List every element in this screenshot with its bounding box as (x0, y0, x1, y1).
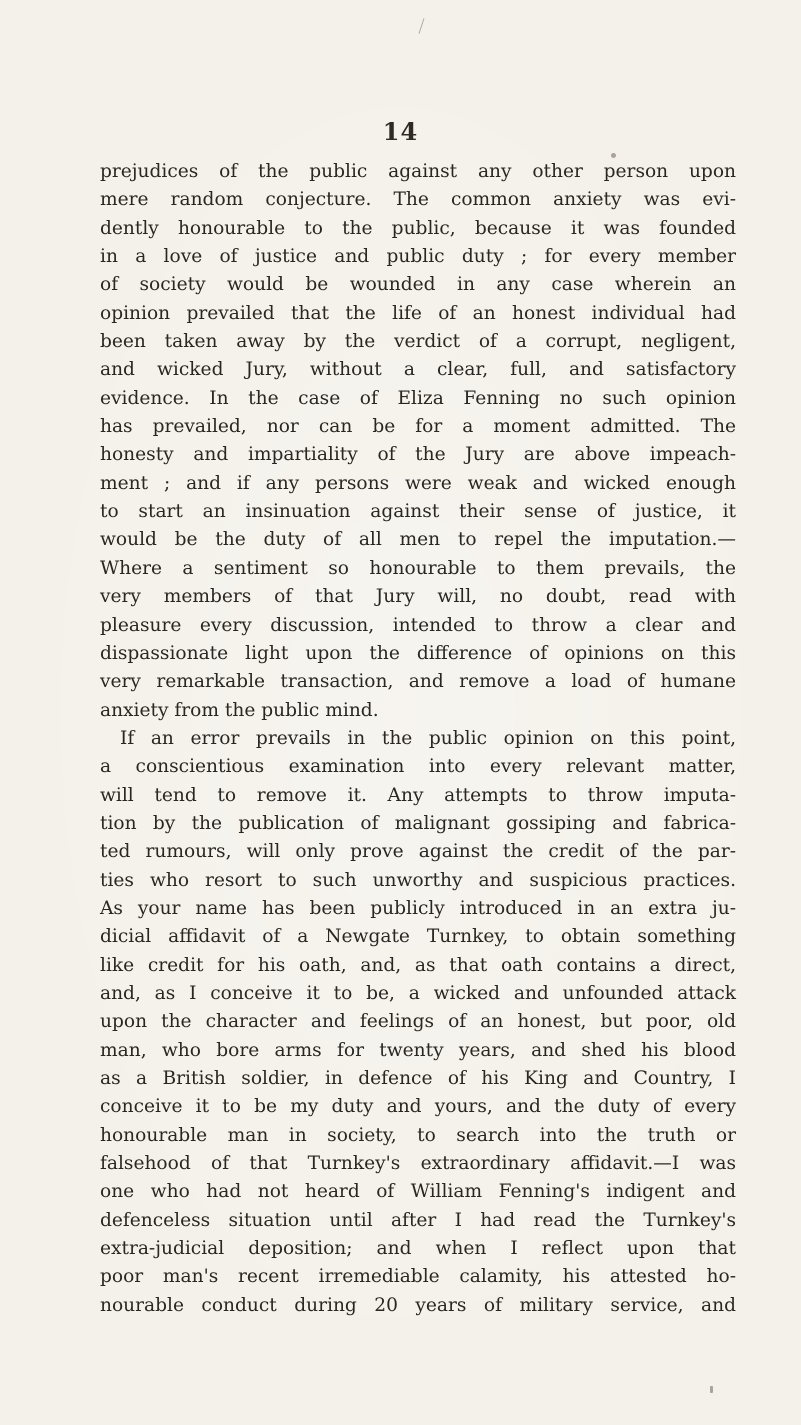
text-line: evidence. In the case of Eliza Fenning no such opinion (100, 387, 736, 409)
text-line: upon the character and feelings of an honest, but poor, old (100, 1011, 736, 1033)
page-number: 14 (382, 117, 419, 146)
text-line: honesty and impartiality of the Jury are above impeach- (100, 444, 736, 466)
body-text (100, 158, 736, 1320)
text-line: prejudices of the public against any other person upon (100, 161, 736, 182)
text-line: would be the duty of all men to repel the imputation.— (100, 529, 736, 551)
text-line: will tend to remove it. Any attempts to throw imputa- (100, 784, 736, 806)
text-line: As your name has been publicly introduced in an extra ju- (100, 897, 736, 919)
text-line: defenceless situation until after I had read the Turnkey's (100, 1209, 736, 1231)
text-line: as a British soldier, in defence of his King and Country, I (100, 1068, 736, 1089)
text-line: a conscientious examination into every relevant matter, (100, 756, 736, 778)
text-line: ted rumours, will only prove against the credit of the par- (100, 841, 736, 863)
text-line: Where a sentiment so honourable to them prevails, the (100, 557, 736, 579)
text-line: dispassionate light upon the difference of opinions on this (100, 642, 736, 664)
text-line: one who had not heard of William Fenning's indigent and (100, 1181, 736, 1203)
text-line: honourable man in society, to search into the truth or (100, 1124, 736, 1146)
text-line: poor man's recent irremediable calamity, his attested ho- (100, 1266, 736, 1288)
text-line: pleasure every discussion, intended to throw a clear and (100, 614, 736, 636)
text-line: been taken away by the verdict of a corrupt, negligent, (100, 331, 736, 353)
text-line: opinion prevailed that the life of an honest individual had (100, 302, 736, 324)
text-line: dicial affidavit of a Newgate Turnkey, to obtain something (100, 926, 736, 948)
paragraph-end-line: anxiety from the public mind. (100, 699, 379, 721)
text-line: very remarkable transaction, and remove a load of humane (100, 671, 736, 693)
text-line: ment ; and if any persons were weak and wicked enough (100, 472, 736, 494)
text-line: of society would be wounded in any case wherein an (100, 274, 736, 296)
text-line: ties who resort to such unworthy and suspicious practices. (100, 869, 736, 891)
text-line: and, as I conceive it to be, a wicked and unfounded attack (100, 982, 736, 1004)
text-line: to start an insinuation against their sense of justice, it (100, 501, 736, 523)
text-line: extra-judicial deposition; and when I reflect upon that (100, 1238, 736, 1260)
text-line: dently honourable to the public, because it was founded (100, 217, 736, 239)
text-line: conceive it to be my duty and yours, and the duty of every (100, 1096, 736, 1118)
text-line: mere random conjecture. The common anxiety was evi- (100, 189, 736, 211)
stray-ink-stroke (419, 18, 425, 34)
text-line: tion by the publication of malignant gossiping and fabrica- (100, 812, 736, 834)
text-line: and wicked Jury, without a clear, full, and satisfactory (100, 359, 736, 381)
text-line: has prevailed, nor can be for a moment admitted. The (100, 416, 736, 438)
text-line: very members of that Jury will, no doubt, read with (100, 586, 736, 608)
paragraph-start-line: If an error prevails in the public opinion on this point, (120, 727, 736, 749)
text-line: like credit for his oath, and, as that oath contains a direct, (100, 954, 736, 976)
text-line: nourable conduct during 20 years of military service, and (100, 1294, 736, 1316)
text-line: falsehood of that Turnkey's extraordinary affidavit.—I was (100, 1153, 736, 1175)
text-line: man, who bore arms for twenty years, and shed his blood (100, 1039, 736, 1061)
text-line: in a love of justice and public duty ; for every member (100, 246, 736, 268)
ink-speck (710, 1386, 713, 1393)
